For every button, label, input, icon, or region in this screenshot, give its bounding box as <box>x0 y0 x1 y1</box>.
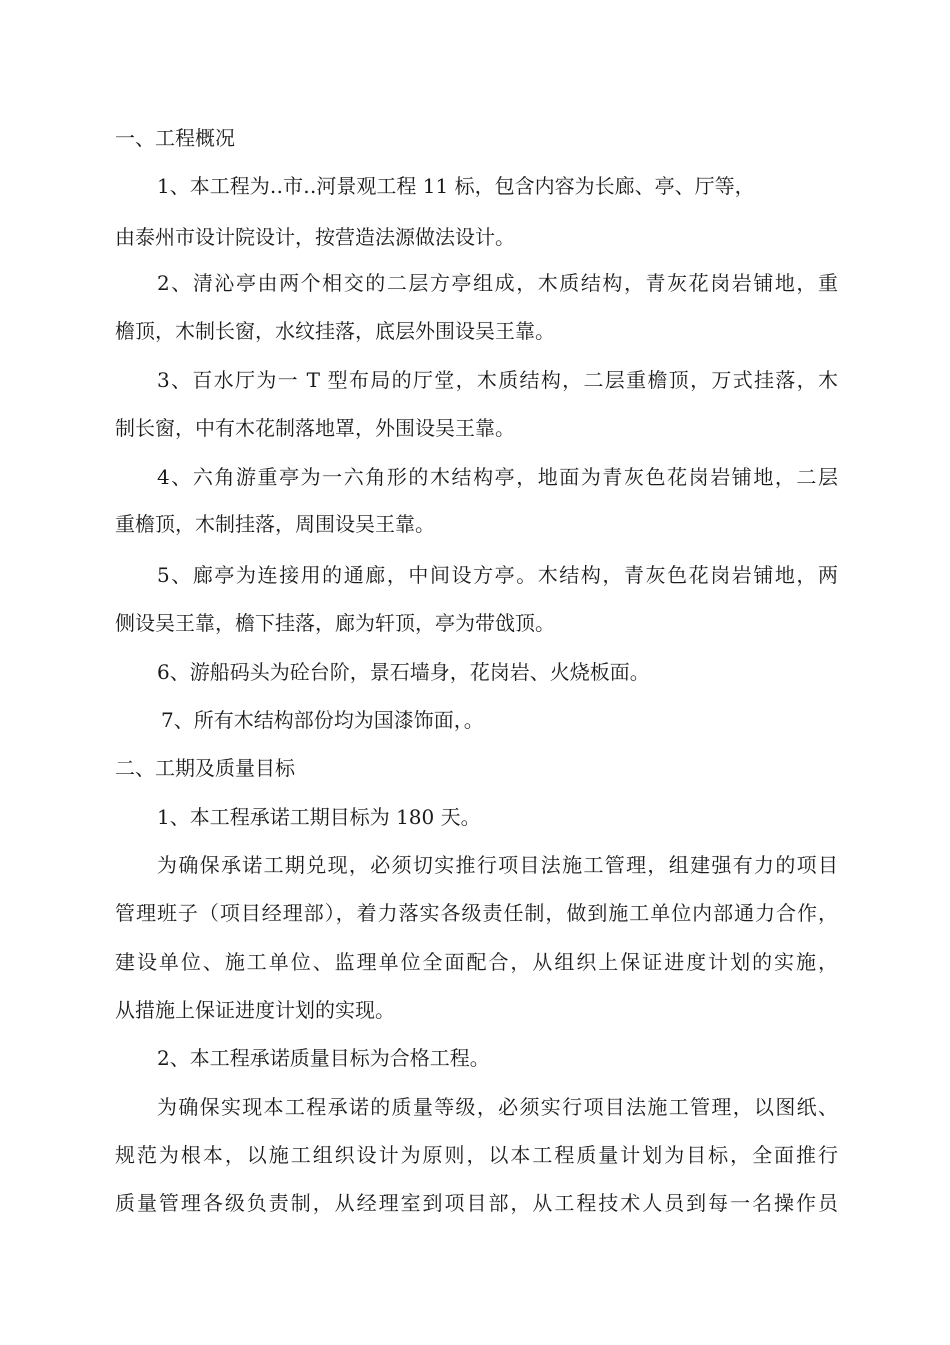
paragraph-line: 为确保承诺工期兑现，必须切实推行项目法施工管理，组建强有力的项目 <box>157 853 838 877</box>
paragraph-line: 1、本工程为‥市‥河景观工程 11 标，包含内容为长廊、亭、厅等， <box>157 174 755 198</box>
paragraph-line: 檐顶，木制长窗，水纹挂落，底层外围设吴王靠。 <box>115 319 555 343</box>
paragraph-line: 3、百水厅为一 T 型布局的厅堂，木质结构，二层重檐顶，万式挂落，木 <box>157 368 838 392</box>
paragraph-line: 重檐顶，木制挂落，周围设吴王靠。 <box>115 512 435 536</box>
paragraph-line: 1、本工程承诺工期目标为 180 天。 <box>157 805 481 829</box>
paragraph-line: 2、清沁亭由两个相交的二层方亭组成，木质结构，青灰花岗岩铺地，重 <box>157 271 838 295</box>
paragraph-line: 从措施上保证进度计划的实现。 <box>115 998 395 1022</box>
paragraph-line: 制长窗，中有木花制落地罩，外围设吴王靠。 <box>115 416 515 440</box>
section-heading: 二、工期及质量目标 <box>115 756 295 780</box>
paragraph-line: 规范为根本，以施工组织设计为原则，以本工程质量计划为目标，全面推行 <box>115 1143 838 1167</box>
paragraph-line: 为确保实现本工程承诺的质量等级，必须实行项目法施工管理，以图纸、 <box>157 1095 838 1119</box>
paragraph-line: 2、本工程承诺质量目标为合格工程。 <box>157 1046 490 1070</box>
paragraph-line: 7、所有木结构部份均为国漆饰面，。 <box>161 708 484 732</box>
paragraph-line: 建设单位、施工单位、监理单位全面配合，从组织上保证进度计划的实施， <box>115 950 838 974</box>
paragraph-line: 质量管理各级负责制，从经理室到项目部，从工程技术人员到每一名操作员 <box>115 1191 838 1215</box>
paragraph-line: 侧设吴王靠，檐下挂落，廊为轩顶，亭为带戗顶。 <box>115 611 555 635</box>
paragraph-line: 4、六角游重亭为一六角形的木结构亭，地面为青灰色花岗岩铺地，二层 <box>157 465 838 489</box>
paragraph-line: 5、廊亭为连接用的通廊，中间设方亭。木结构，青灰色花岗岩铺地，两 <box>157 563 838 587</box>
section-heading: 一、工程概况 <box>115 126 235 150</box>
paragraph-line: 6、游船码头为砼台阶，景石墙身，花岗岩、火烧板面。 <box>157 660 650 684</box>
paragraph-line: 管理班子（项目经理部），着力落实各级责任制，做到施工单位内部通力合作， <box>115 901 838 925</box>
paragraph-line: 由泰州市设计院设计，按营造法源做法设计。 <box>115 225 515 249</box>
